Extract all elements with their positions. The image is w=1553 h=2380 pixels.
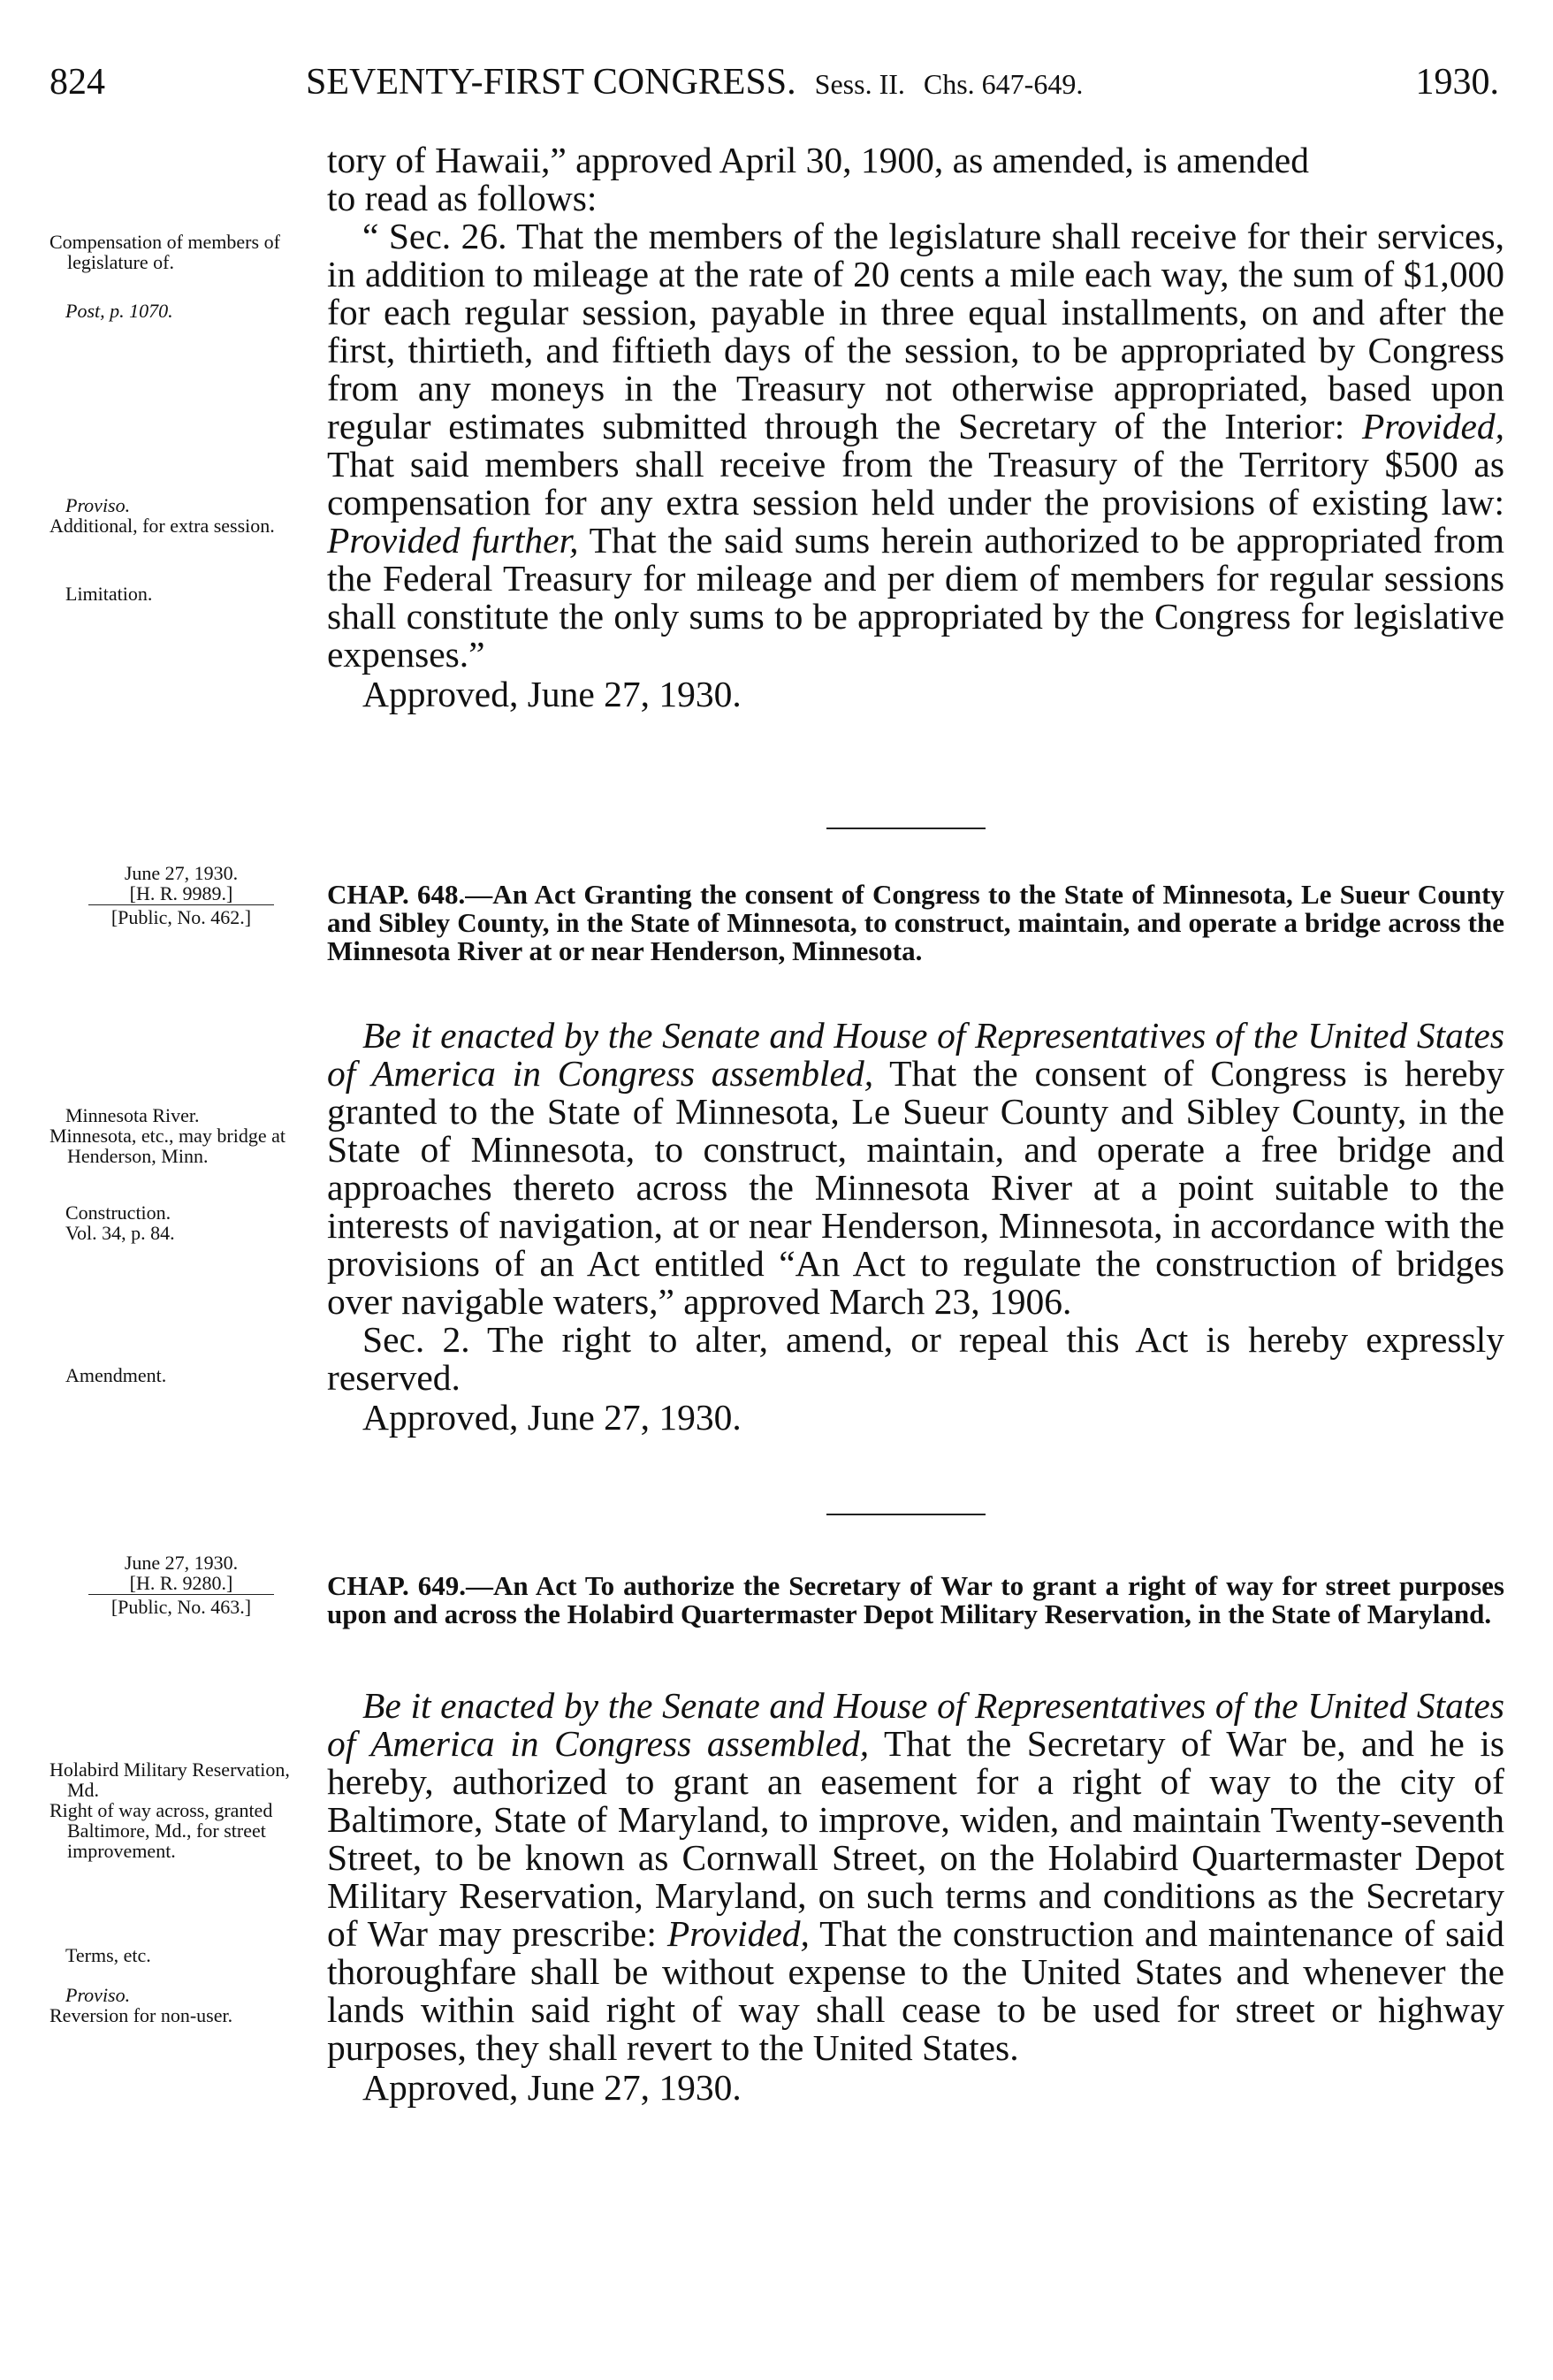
chap-649-text: That the Secretary of War be, and he is hereby, authorized to grant an easement for a right of way to the city of Baltimore, State of Maryland, to improve, widen, and maintain Twenty-seventh Street, to be known as Cornwall Street, on the Holabird Quartermaster Depot Military Reservation, Maryland, on such terms and conditions as the Secretary of War may prescribe:	[327, 1723, 1504, 1954]
intro-line-1: tory of Hawaii,” approved April 30, 1900, as amended, is amended	[327, 140, 1309, 180]
chap-648-bill: [H. R. 9989.]	[129, 882, 233, 904]
hawaii-section	[327, 141, 1504, 713]
chap-648-body	[327, 1017, 1504, 1437]
chap-649-date: June 27, 1930.	[124, 1552, 239, 1574]
congress-title: SEVENTY-FIRST CONGRESS.	[306, 62, 796, 103]
chap-648-heading: CHAP. 648.—An Act Granting the consent of Congress to the State of Minnesota, Le Sueur County and Sibley County, in the State of Minnesota, to construct, maintain, and operate a bridge across the Minnesota River at or near Henderson, Minnesota.	[327, 879, 1504, 966]
proviso-1: Provided,	[1362, 406, 1504, 446]
enacting-clause: Be it enacted by the Senate and House of Representatives of the United States of America in Congress assembled,	[327, 1685, 1504, 1764]
margin-note-limitation: Limitation.	[65, 583, 153, 605]
margin-note-proviso: Proviso. Additional, for extra session.	[49, 494, 275, 537]
margin-note-construction: Construction. Vol. 34, p. 84.	[65, 1201, 175, 1244]
chap-648-public: [Public, No. 462.]	[110, 906, 252, 928]
margin-note-minnesota: Minnesota River. Minnesota, etc., may bridge at Henderson, Minn.	[49, 1104, 285, 1167]
chap-648-date-block	[88, 863, 274, 927]
year: 1930.	[1415, 62, 1499, 103]
approved-line: Approved, June 27, 1930.	[362, 674, 742, 714]
chap-649-heading: CHAP. 649.—An Act To authorize the Secretary of War to grant a right of way for street purposes upon and across the Holabird Quartermaster Depot Military Reservation, in the State of Maryland.	[327, 1570, 1504, 1629]
running-head	[49, 60, 1499, 104]
enacting-clause: Be it enacted by the Senate and House of Representatives of the United States of America in Congress assembled,	[327, 1015, 1504, 1094]
separator-rule-1	[826, 828, 986, 829]
sec-26-text: “ Sec. 26. That the members of the legislature shall receive for their services, in addition to mileage at the rate of 20 cents a mile each way, the sum of $1,000 for each regular session, payable in three equal installments, on and after the first, thirtieth, and fiftieth days of the session, to be appropriated by Congress from any moneys in the Treasury not otherwise appropriated, based upon regular estimates submitted through the Secretary of the Interior:	[327, 216, 1504, 446]
margin-note-terms: Terms, etc.	[65, 1944, 151, 1966]
chap-648-text: That the consent of Congress is hereby granted to the State of Minnesota, Le Sueur County and Sibley County, in the State of Minnesota, to construct, maintain, and operate a free bridge and approaches thereto across the Minnesota River at a point suitable to the interests of navigation, at or near Henderson, Minnesota, in accordance with the provisions of an Act entitled “An Act to regulate the construction of bridges over navigable waters,” approved March 23, 1906.	[327, 1053, 1504, 1322]
sec-26-text-3: That the said sums herein authorized to be appropriated from the Federal Treasury for mileage and per diem of members for regular sessions shall constitute the only sums to be appropriated by the Congress for legislative expenses.”	[327, 520, 1504, 675]
margin-note-amendment: Amendment.	[65, 1364, 167, 1386]
intro-line-2: to read as follows:	[327, 178, 598, 218]
margin-note-reversion: Proviso. Reversion for non-user.	[49, 1984, 233, 2026]
margin-note-post: Post, p. 1070.	[65, 300, 173, 322]
margin-note-compensation: Compensation of members of legislature of.	[49, 231, 280, 273]
chapters-label: Chs. 647-649.	[923, 68, 1084, 100]
chap-649-proviso: Provided,	[666, 1913, 810, 1954]
chap-648-date: June 27, 1930.	[124, 862, 239, 884]
chap-649-body	[327, 1687, 1504, 2107]
section-26-paragraph	[327, 217, 1504, 674]
chap-648-approved: Approved, June 27, 1930.	[362, 1397, 742, 1438]
sec-26-text-2: That said members shall receive from the Treasury of the Territory $500 as compensation for any extra session held under the provisions of existing law:	[327, 444, 1504, 523]
page-number: 824	[49, 62, 105, 103]
running-head-title	[306, 60, 1083, 106]
chap-649-date-block	[88, 1552, 274, 1617]
separator-rule-2	[826, 1514, 986, 1515]
margin-note-holabird: Holabird Military Reservation, Md. Right of way across, granted Baltimore, Md., for street improvement.	[49, 1758, 290, 1862]
session-label: Sess. II.	[814, 68, 905, 100]
chap-649-approved: Approved, June 27, 1930.	[362, 2067, 742, 2108]
chap-648-enacting-paragraph	[327, 1017, 1504, 1321]
proviso-2: Provided further,	[327, 520, 579, 561]
chap-648-sec-2: Sec. 2. The right to alter, amend, or repeal this Act is hereby expressly reserved.	[327, 1319, 1504, 1398]
chap-649-text-2: That the construction and maintenance of said thoroughfare shall be without expense to the United States and whenever the lands within said right of way shall cease to be used for street or highway purposes, they shall revert to the United States.	[327, 1913, 1504, 2068]
date-rule	[88, 904, 274, 905]
chap-649-bill: [H. R. 9280.]	[129, 1572, 233, 1594]
date-rule	[88, 1594, 274, 1595]
chap-649-enacting-paragraph	[327, 1687, 1504, 2067]
chap-649-public: [Public, No. 463.]	[110, 1596, 252, 1618]
